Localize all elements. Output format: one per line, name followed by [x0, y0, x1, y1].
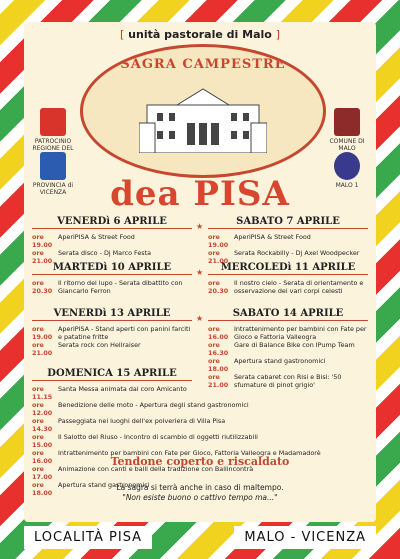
event-title: dea PISA	[110, 174, 290, 214]
event-desc: Apertura stand gastronomici	[58, 481, 150, 489]
day-domenica-15	[32, 368, 368, 497]
event-time: ore 18.00	[32, 481, 53, 497]
villa-building-icon	[139, 83, 267, 153]
event-desc: AperiPISA & Street Food	[58, 233, 135, 241]
event-desc: Serata cabaret con Risi e Bisi: '50 sfumature di pinot grigio'	[234, 373, 342, 389]
event-time: ore 15.00	[32, 433, 53, 449]
event-desc: AperiPISA & Street Food	[234, 233, 311, 241]
bracket-close: ]	[275, 28, 280, 41]
event-time: ore 20.30	[32, 279, 53, 295]
event-time: ore 17.00	[32, 465, 53, 481]
provincia-vicenza-label: PROVINCIA di VICENZA	[32, 182, 74, 196]
event-item	[32, 233, 192, 249]
event-desc: Serata disco - Dj Marco Festa	[58, 249, 152, 257]
event-desc: Il Salotto del Riuso - Incontro di scambio di oggetti riutilizzabili	[58, 433, 258, 441]
event-time: ore 18.00	[208, 357, 229, 373]
day-heading: MERCOLEDì 11 APRILE	[208, 262, 368, 275]
event-desc: Serata rock con Hellraiser	[58, 341, 141, 349]
comune-malo-label: COMUNE DI MALO	[329, 138, 365, 152]
city-label: MALO - VICENZA	[234, 526, 376, 549]
day-venerdi-13	[32, 308, 192, 357]
event-item	[32, 433, 368, 449]
event-item	[208, 341, 368, 357]
event-time: ore 16.30	[208, 341, 229, 357]
star-icon: ★	[196, 268, 204, 277]
event-item	[208, 325, 368, 341]
event-desc: Intrattenimento per bambini con Fate per Gioco, Fattoria Valleogra e Madamadorè	[58, 449, 321, 457]
event-item	[32, 341, 192, 357]
poster-card	[24, 22, 376, 522]
day-sabato-7	[208, 216, 368, 265]
event-time: ore 11.15	[32, 385, 53, 401]
event-desc: Intrattenimento per bambini con Fate per Gioco e Fattoria Valleogra	[234, 325, 367, 341]
event-desc: Benedizione delle moto - Apertura degli stand gastronomici	[58, 401, 249, 409]
comune-malo-logo	[324, 108, 370, 152]
day-heading: DOMENICA 15 APRILE	[32, 368, 192, 381]
regione-veneto-label: PATROCINIO REGIONE DEL	[32, 138, 74, 152]
organizer-text: unità pastorale di Malo	[128, 28, 272, 41]
organizer-line	[24, 28, 376, 41]
event-time: ore 21.00	[32, 341, 53, 357]
event-time: ore 12.00	[32, 401, 53, 417]
day-venerdi-6	[32, 216, 192, 265]
event-item	[208, 233, 368, 249]
event-desc: Passeggiata nei luoghi dell'ex polveriera di Villa Pisa	[58, 417, 226, 425]
day-heading: MARTEDì 10 APRILE	[32, 262, 192, 275]
event-desc: Serata Rockabilly - Dj Axel Woodpecker	[234, 249, 360, 257]
event-item	[32, 279, 192, 295]
banner-oval	[80, 44, 326, 178]
event-time: ore 20.30	[208, 279, 229, 295]
day-mercoledi-11	[208, 262, 368, 295]
event-item	[32, 417, 368, 433]
location-label: LOCALITÀ PISA	[24, 526, 152, 549]
event-time: ore 19.00	[32, 325, 53, 341]
event-time: ore 21.00	[208, 249, 229, 265]
event-item	[32, 325, 192, 341]
weather-note: La sagra si terrà anche in caso di maltempo.	[116, 483, 284, 492]
event-desc: Santa Messa animata dal coro Amicanto	[58, 385, 187, 393]
event-item	[32, 385, 368, 401]
event-time: ore 19.00	[208, 233, 229, 249]
tent-notice: Tendone coperto e riscaldato	[110, 455, 290, 468]
day-heading: SABATO 7 APRILE	[208, 216, 368, 229]
bracket-open: [	[120, 28, 125, 41]
banner-title: SAGRA CAMPESTRE	[120, 57, 286, 72]
day-heading: VENERDì 6 APRILE	[32, 216, 192, 229]
event-item	[208, 279, 368, 295]
event-desc: AperiPISA - Stand aperti con panini farciti e patatine fritte	[58, 325, 191, 341]
weather-quote: "Non esiste buono o cattivo tempo ma..."	[122, 493, 278, 502]
event-item	[32, 401, 368, 417]
star-icon: ★	[196, 222, 204, 231]
event-time: ore 14.30	[32, 417, 53, 433]
event-time: ore 21.00	[32, 249, 53, 265]
event-time: ore 16.00	[208, 325, 229, 341]
event-desc: Animazione con canti e balli della tradizione con Ballincontrà	[58, 465, 254, 473]
event-time: ore 16.00	[32, 449, 53, 465]
event-desc: Apertura stand gastronomici	[234, 357, 326, 365]
event-desc: Il ritorno del lupo - Serata dibattito con Giancarlo Ferron	[58, 279, 183, 295]
event-time: ore 21.00	[208, 373, 229, 389]
scout-malo-label: MALO 1	[335, 182, 359, 189]
day-heading: SABATO 14 APRILE	[208, 308, 368, 321]
star-icon: ★	[196, 314, 204, 323]
day-heading: VENERDì 13 APRILE	[32, 308, 192, 321]
lion-shield-icon	[40, 108, 66, 136]
footer-bar	[0, 526, 400, 559]
event-time: ore 19.00	[32, 233, 53, 249]
event-desc: Il nostro cielo - Serata di orientamento e osservazione dei vari corpi celesti	[234, 279, 364, 295]
comune-shield-icon	[334, 108, 360, 136]
day-martedi-10	[32, 262, 192, 295]
event-desc: Gare di Balance Bike con IPump Team	[234, 341, 355, 349]
